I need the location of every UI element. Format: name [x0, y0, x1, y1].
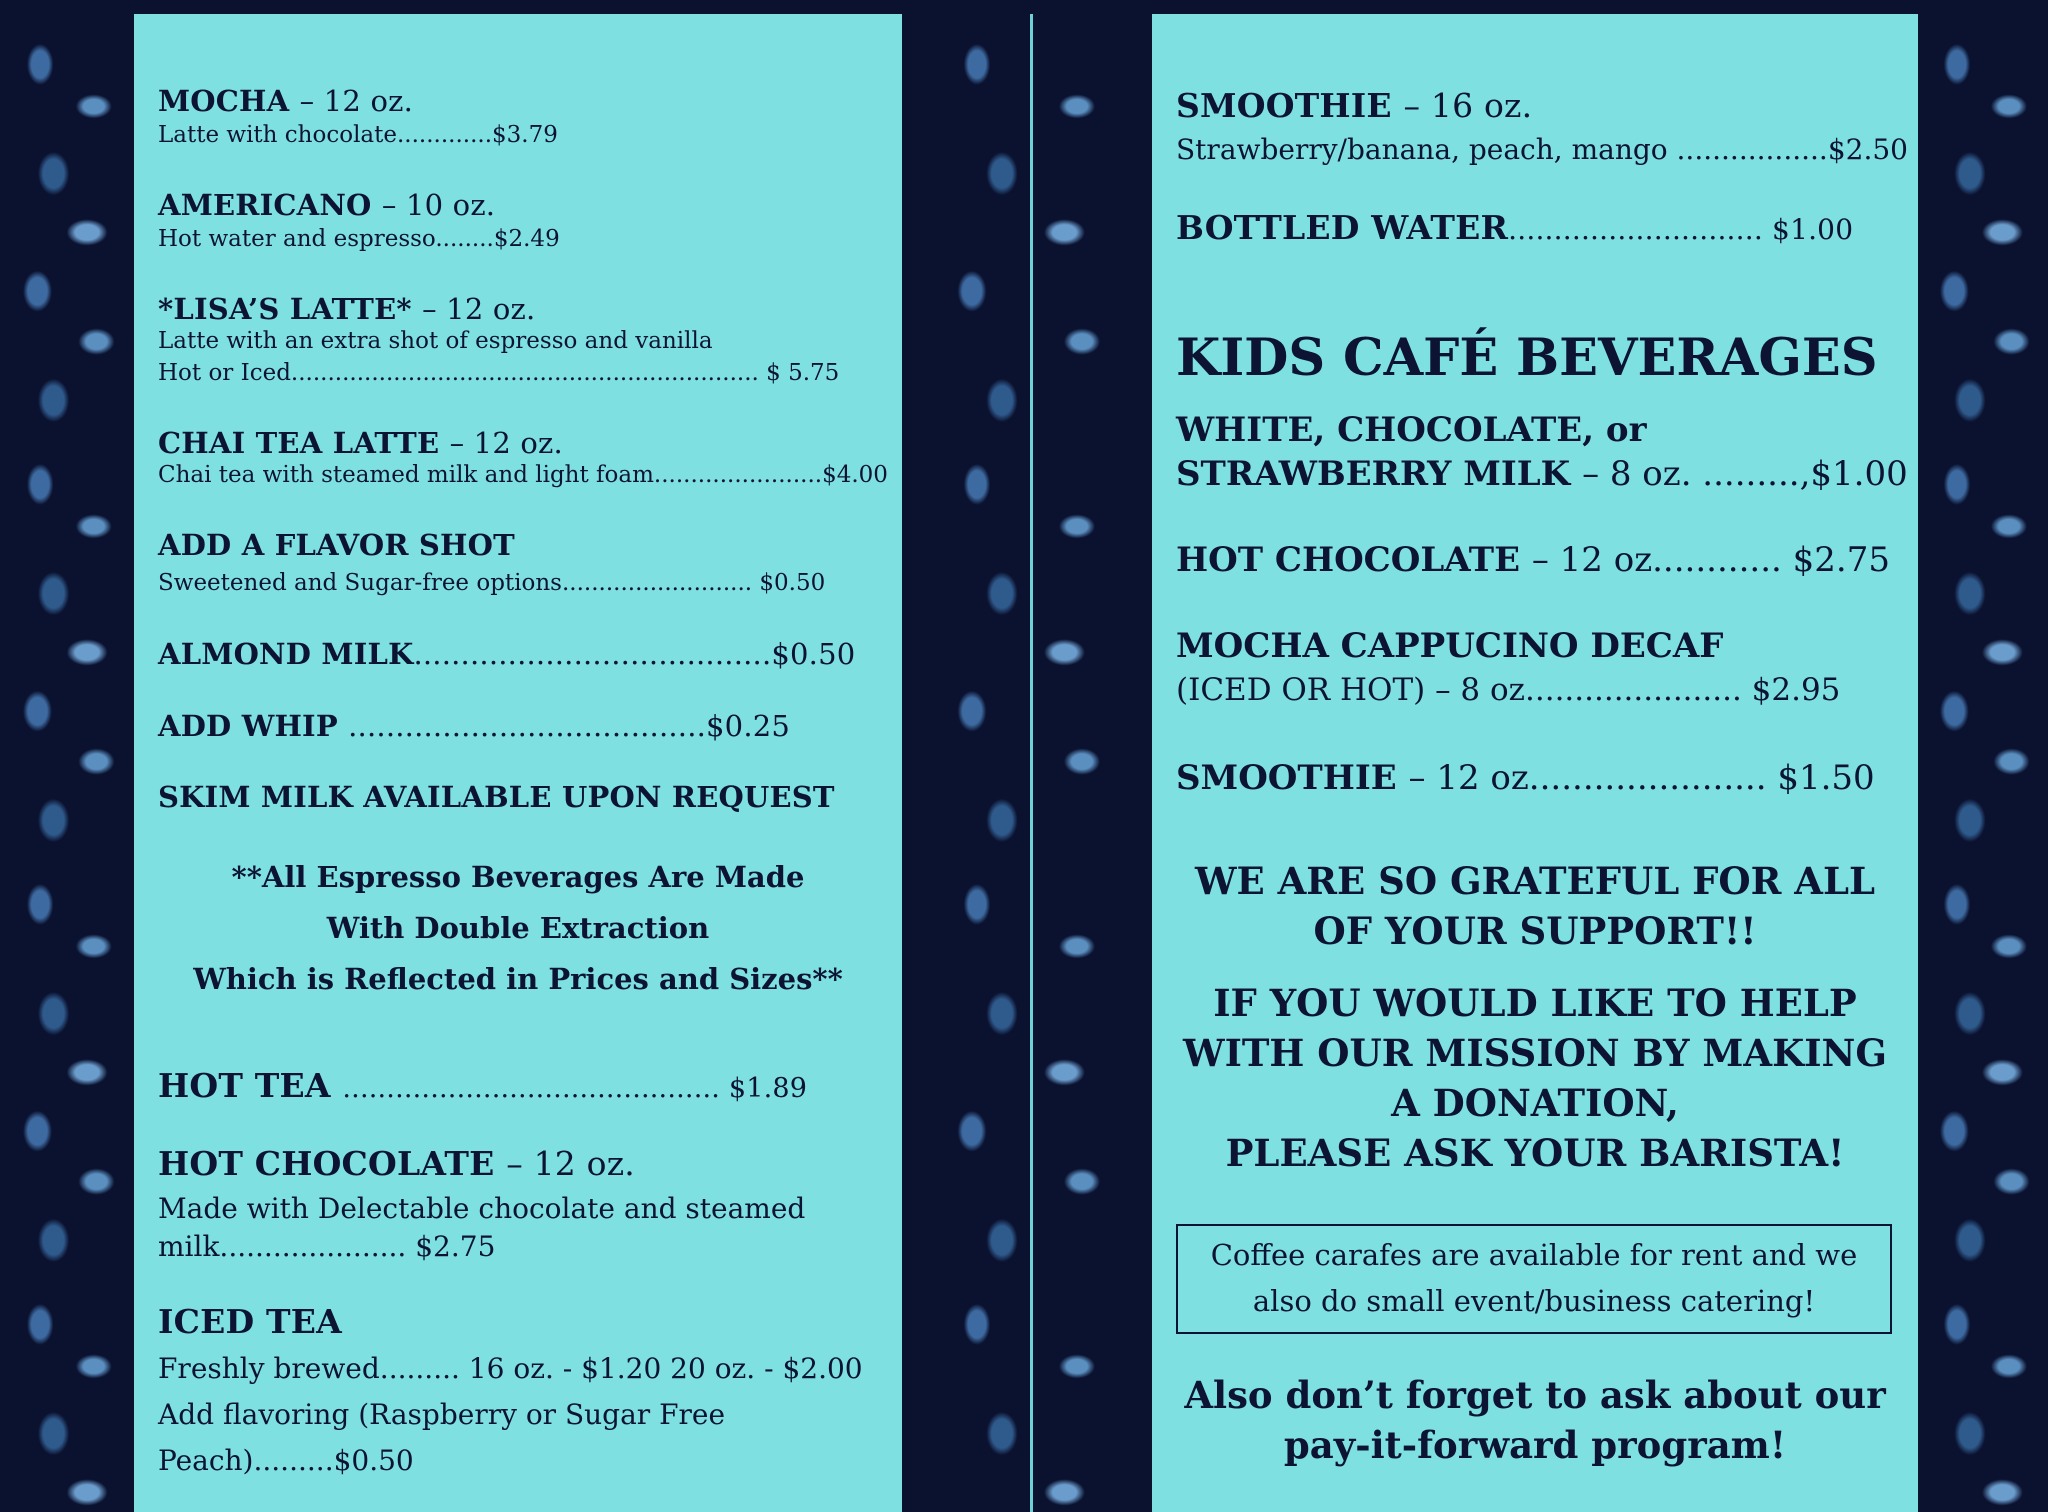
kids-cafe-title: KIDS CAFÉ BEVERAGES [1176, 328, 1878, 388]
almond-milk: ALMOND MILK......................................$0.50 [158, 637, 856, 671]
bottled-water: BOTTLED WATER............................ $1.00 [1176, 208, 1854, 247]
espresso-note: **All Espresso Beverages Are Made With Double Extraction Which is Reflected in Prices and Sizes** [193, 860, 843, 996]
lisas-latte-price: Hot or Iced................................................................ $ 5.75 [158, 360, 840, 386]
kids-milk-line2: STRAWBERRY MILK – 8 oz. .........,$1.00 [1176, 454, 1908, 494]
mocha-decaf-title: MOCHA CAPPUCINO DECAF [1176, 626, 1724, 666]
chai-title: CHAI TEA LATTE – 12 oz. [158, 426, 563, 460]
iced-tea-flavoring-price: Peach).........$0.50 [158, 1444, 414, 1477]
hot-chocolate-title: HOT CHOCOLATE – 12 oz. [158, 1144, 636, 1183]
hot-chocolate-price: milk..................... $2.75 [158, 1230, 496, 1263]
pay-it-forward-message: Also don’t forget to ask about our pay-it-forward program! [1184, 1373, 1886, 1467]
hot-tea: HOT TEA ........................................... $1.89 [158, 1066, 808, 1105]
coffee-beans-strip-left [0, 14, 134, 1512]
flavor-title: ADD A FLAVOR SHOT [158, 528, 515, 562]
donation-message: IF YOU WOULD LIKE TO HELP WITH OUR MISSION BY MAKING A DONATION, PLEASE ASK YOUR BARISTA! [1183, 981, 1887, 1175]
catering-box: Coffee carafes are available for rent and we also do small event/business catering! [1176, 1224, 1892, 1334]
fold-line [1030, 14, 1033, 1512]
americano-title: AMERICANO – 10 oz. [158, 188, 496, 222]
coffee-beans-strip-center [902, 14, 1152, 1512]
americano-desc: Hot water and espresso........$2.49 [158, 226, 560, 252]
smoothie16-desc: Strawberry/banana, peach, mango .................$2.50 [1176, 133, 1908, 166]
iced-tea-title: ICED TEA [158, 1302, 342, 1341]
kids-hot-chocolate: HOT CHOCOLATE – 12 oz............ $2.75 [1176, 540, 1890, 580]
lisas-latte-desc: Latte with an extra shot of espresso and vanilla [158, 328, 713, 354]
kids-smoothie: SMOOTHIE – 12 oz...................... $1.50 [1176, 758, 1875, 798]
hot-chocolate-desc: Made with Delectable chocolate and steamed [158, 1192, 806, 1225]
coffee-beans-strip-right [1918, 14, 2048, 1512]
skim-milk-note: SKIM MILK AVAILABLE UPON REQUEST [158, 780, 835, 814]
flavor-desc: Sweetened and Sugar-free options.......................... $0.50 [158, 570, 826, 596]
iced-tea-flavoring: Add flavoring (Raspberry or Sugar Free [158, 1398, 726, 1431]
chai-desc: Chai tea with steamed milk and light foam.......................$4.00 [158, 462, 888, 488]
lisas-latte-title: *LISA’S LATTE* – 12 oz. [158, 292, 536, 326]
iced-tea-sizes: Freshly brewed......... 16 oz. - $1.20 20 oz. - $2.00 [158, 1352, 863, 1385]
smoothie16-title: SMOOTHIE – 16 oz. [1176, 86, 1533, 125]
kids-milk-line1: WHITE, CHOCOLATE, or [1176, 410, 1647, 450]
mocha-title: MOCHA – 12 oz. [158, 84, 414, 118]
mocha-desc: Latte with chocolate.............$3.79 [158, 122, 558, 148]
add-whip: ADD WHIP ......................................$0.25 [158, 709, 791, 743]
grateful-message: WE ARE SO GRATEFUL FOR ALL OF YOUR SUPPORT!! [1194, 859, 1876, 953]
mocha-decaf-desc: (ICED OR HOT) – 8 oz...................... $2.95 [1176, 672, 1841, 708]
